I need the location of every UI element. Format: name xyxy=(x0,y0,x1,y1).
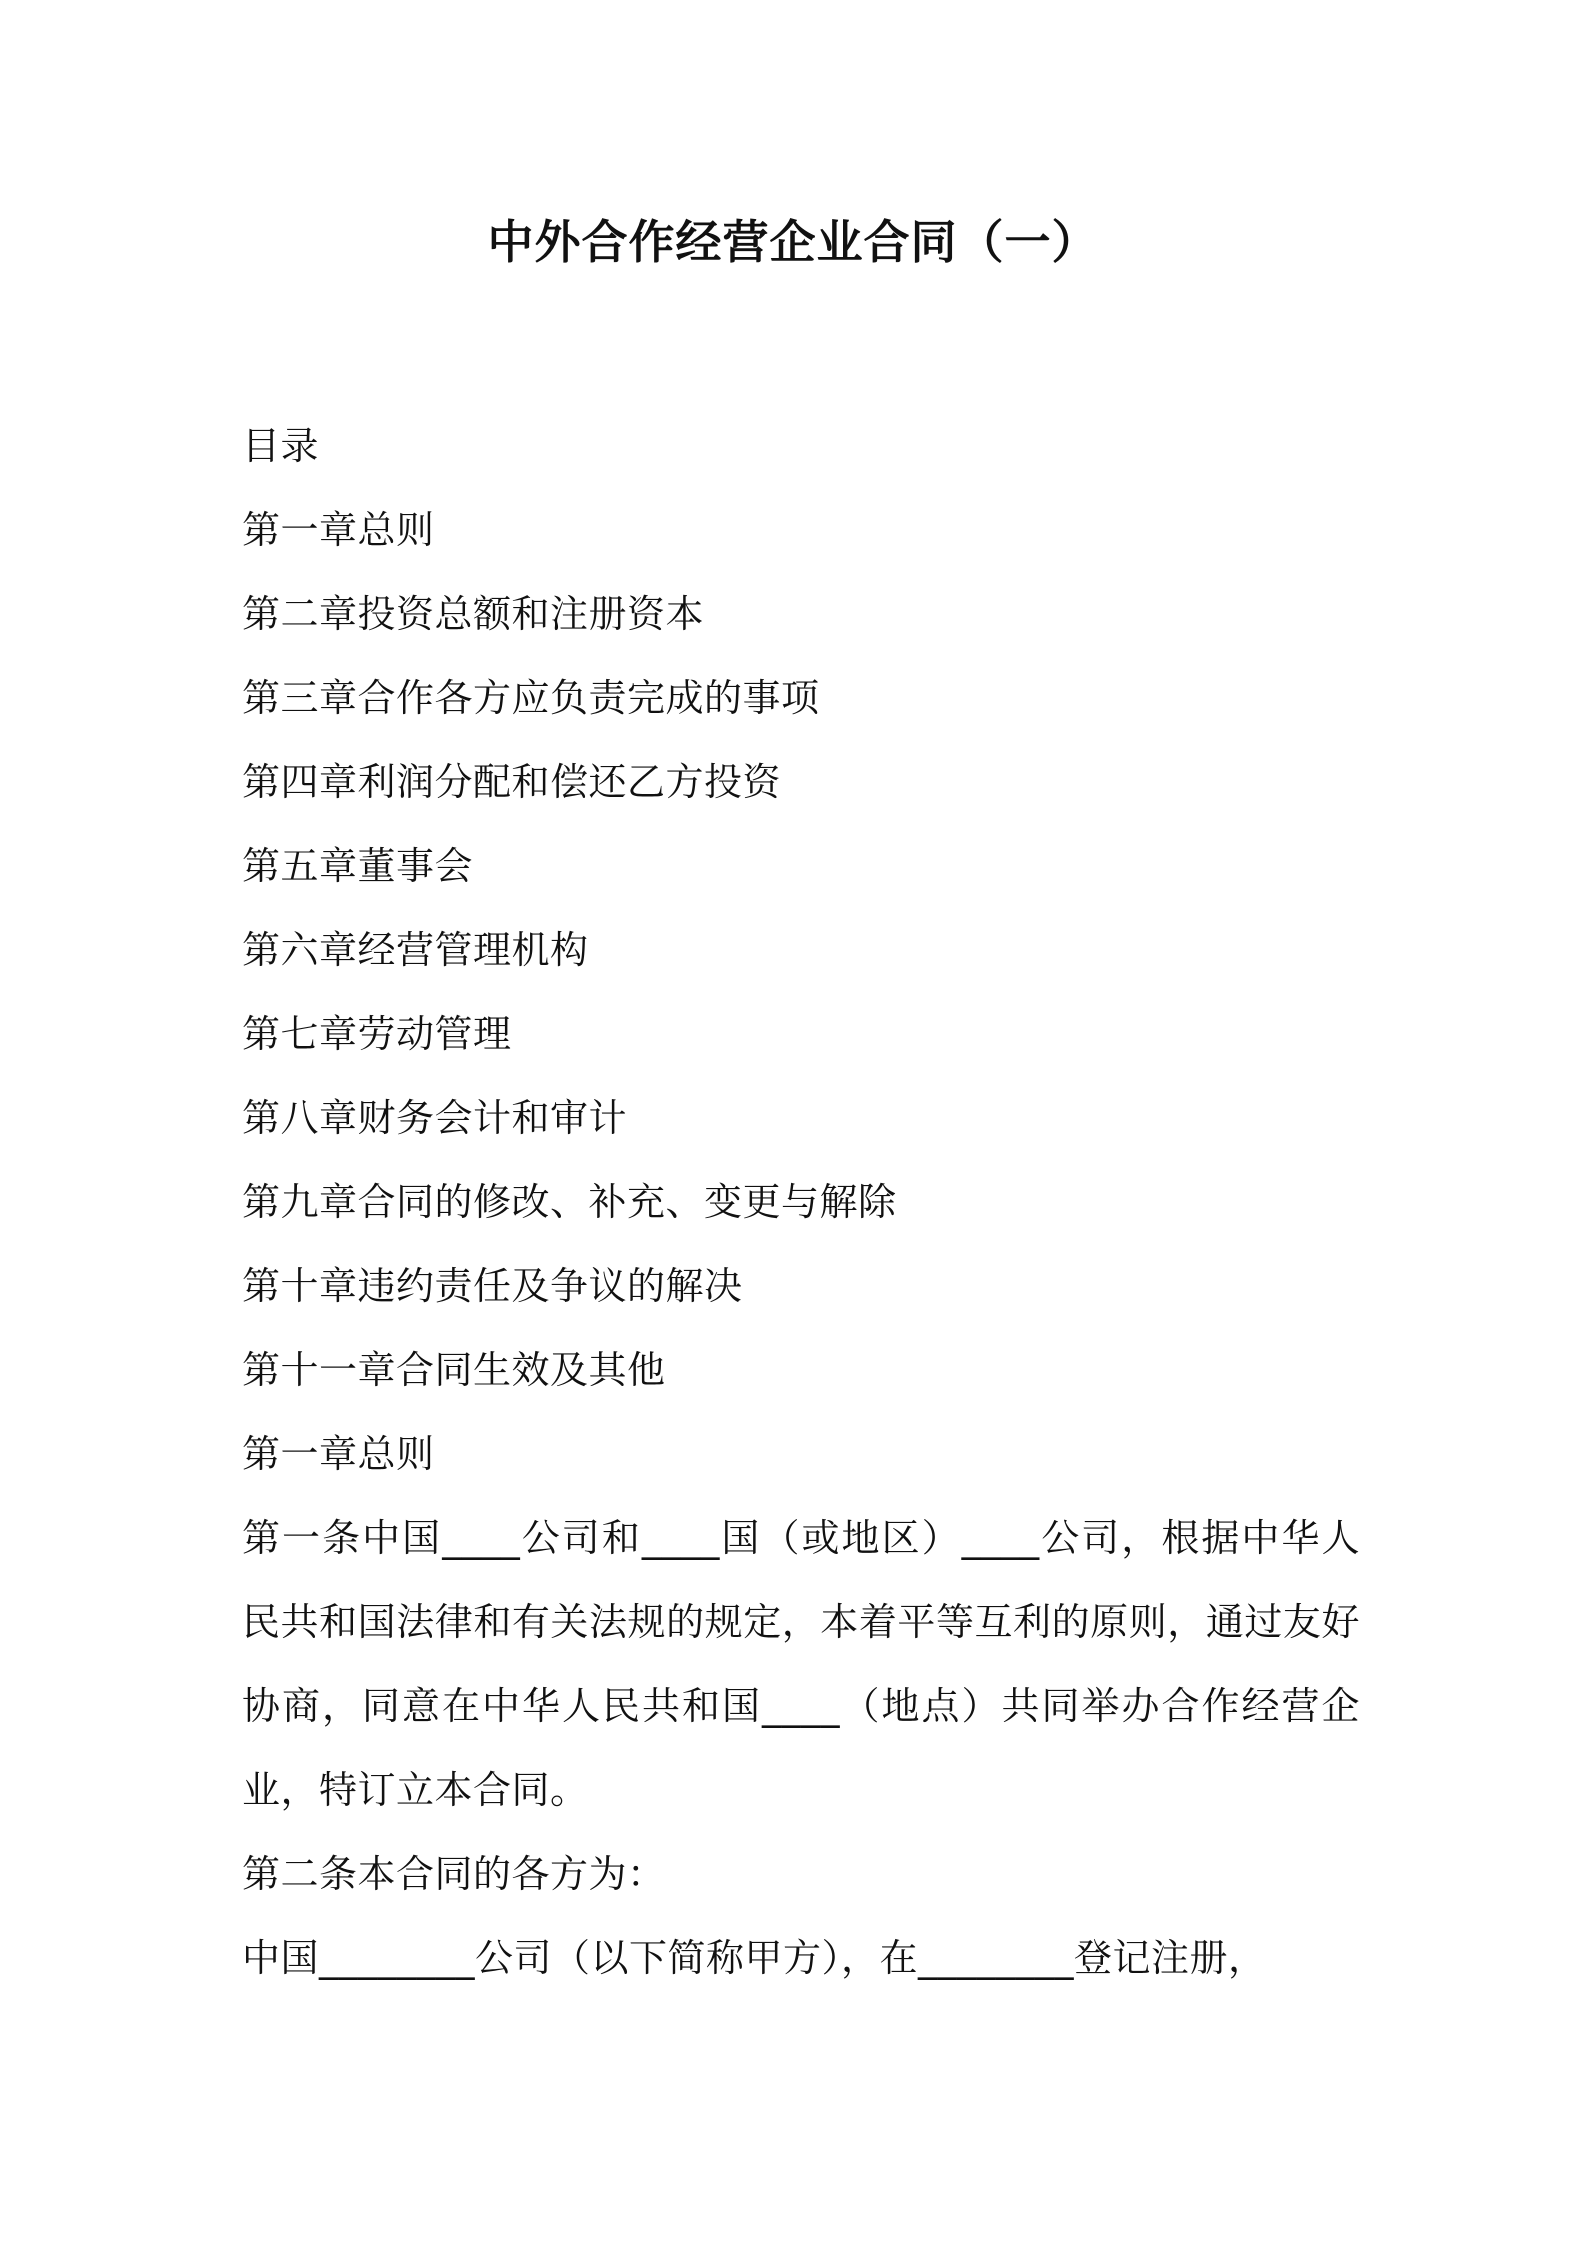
article-1-paragraph: 第一条中国____公司和____国（或地区）____公司，根据中华人民共和国法律和有关法规的规定，本着平等互利的原则，通过友好协商，同意在中华人民共和国____（地点）共同举办合作经营企业，特订立本合同。 xyxy=(242,1516,1360,1812)
toc-item: 第七章劳动管理 xyxy=(242,1012,512,1056)
toc-item: 第四章利润分配和偿还乙方投资 xyxy=(242,760,782,804)
article-2-heading: 第二条本合同的各方为： xyxy=(242,1852,666,1896)
toc-item: 第一章总则 xyxy=(242,508,435,552)
chapter-heading: 第一章总则 xyxy=(242,1432,435,1476)
toc-item: 第三章合作各方应负责完成的事项 xyxy=(242,676,820,720)
party-a-line: 中国________公司（以下简称甲方），在________登记注册， xyxy=(242,1936,1267,1980)
toc-item: 第九章合同的修改、补充、变更与解除 xyxy=(242,1180,897,1224)
toc-item: 第二章投资总额和注册资本 xyxy=(242,592,705,636)
table-of-contents xyxy=(242,488,1360,1412)
toc-item: 第十一章合同生效及其他 xyxy=(242,1348,666,1392)
document-title: 中外合作经营企业合同（一） xyxy=(487,215,1099,269)
toc-item: 第六章经营管理机构 xyxy=(242,928,589,972)
toc-item: 第八章财务会计和审计 xyxy=(242,1096,628,1140)
toc-item: 第五章董事会 xyxy=(242,844,474,888)
document-body xyxy=(242,404,1360,2000)
toc-heading: 目录 xyxy=(242,424,320,468)
toc-item: 第十章违约责任及争议的解决 xyxy=(242,1264,743,1308)
